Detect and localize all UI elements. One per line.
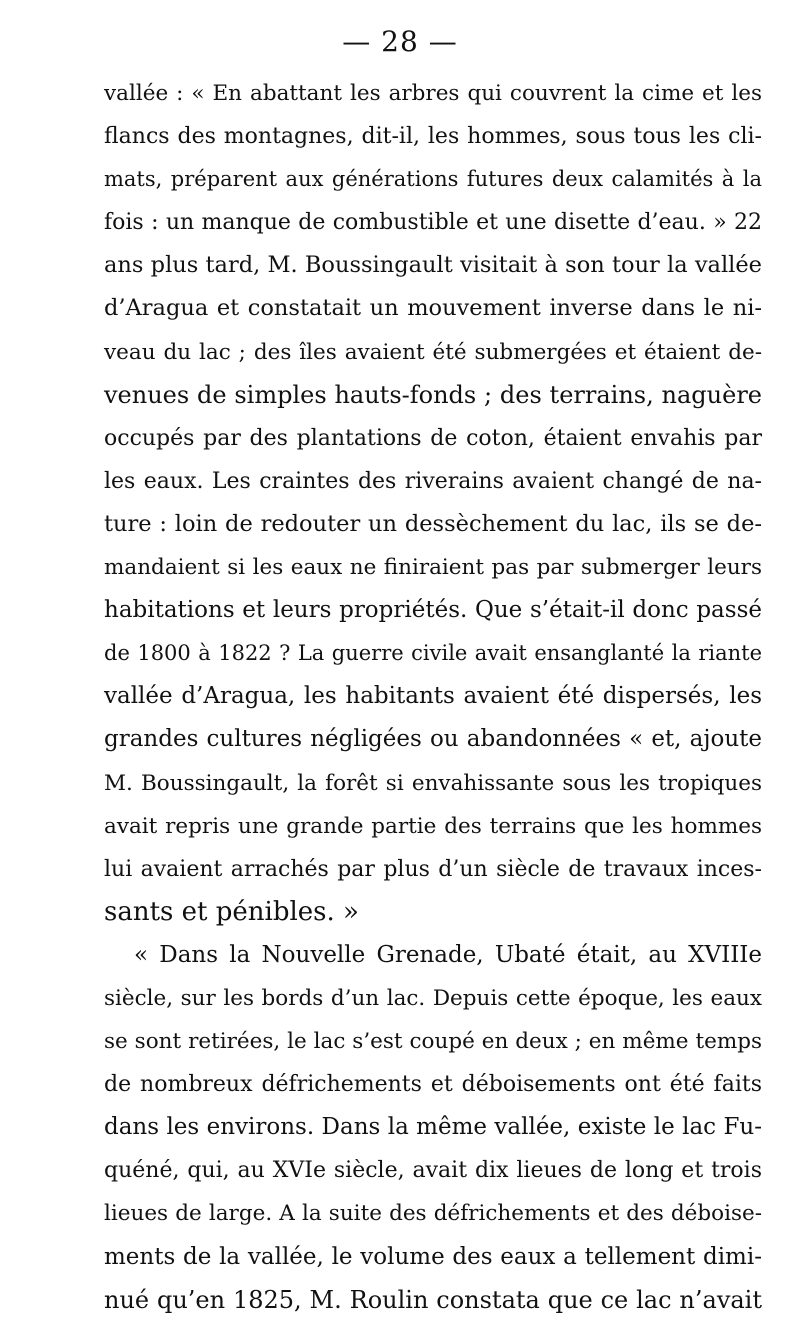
body-text xyxy=(104,72,762,1322)
text-line: flancs des montagnes, dit-il, les hommes, sous tous les cli- xyxy=(104,124,762,150)
text-line: de nombreux défrichements et déboisements ont été faits xyxy=(104,1072,762,1098)
text-line: venues de simples hauts-fonds ; des terrains, naguère xyxy=(104,380,762,409)
text-line: mats, préparent aux générations futures deux calamités à la xyxy=(104,167,762,192)
text-line: habitations et leurs propriétés. Que s’était-il donc passé xyxy=(104,597,762,624)
text-line: ture : loin de redouter un dessèchement du lac, ils se de- xyxy=(104,510,762,537)
text-line: grandes cultures négligées ou abandonnées « et, ajoute xyxy=(104,726,762,753)
paragraph-start-line: « Dans la Nouvelle Grenade, Ubaté était, au XVIIIe xyxy=(134,941,762,968)
text-line: lieues de large. A la suite des défrichements et des déboise- xyxy=(104,1201,762,1227)
text-line: M. Boussingault, la forêt si envahissante sous les tropiques xyxy=(104,770,762,796)
text-line: nué qu’en 1825, M. Roulin constata que ce lac n’avait xyxy=(104,1285,762,1314)
text-line: avait repris une grande partie des terrains que les hommes xyxy=(104,813,762,839)
text-line: quéné, qui, au XVIe siècle, avait dix lieues de long et trois xyxy=(104,1158,762,1184)
text-line: vallée : « En abattant les arbres qui couvrent la cime et les xyxy=(104,81,762,106)
text-line: veau du lac ; des îles avaient été submergées et étaient de- xyxy=(104,339,762,365)
text-line: ans plus tard, M. Boussingault visitait à son tour la vallée xyxy=(104,252,762,279)
text-line: vallée d’Aragua, les habitants avaient été dispersés, les xyxy=(104,683,762,710)
text-line: fois : un manque de combustible et une disette d’eau. » 22 xyxy=(104,210,762,236)
page-number: — 28 — xyxy=(342,25,458,58)
paragraph-end-line: sants et pénibles. » xyxy=(104,896,359,927)
text-line: ments de la vallée, le volume des eaux a tellement dimi- xyxy=(104,1243,762,1270)
text-line: lui avaient arrachés par plus d’un siècle de travaux inces- xyxy=(104,856,762,882)
text-line: d’Aragua et constatait un mouvement inverse dans le ni- xyxy=(104,295,762,322)
text-line: de 1800 à 1822 ? La guerre civile avait ensanglanté la riante xyxy=(104,641,762,666)
text-line: se sont retirées, le lac s’est coupé en deux ; en même temps xyxy=(104,1029,762,1055)
text-line: mandaient si les eaux ne finiraient pas par submerger leurs xyxy=(104,555,762,581)
text-line: les eaux. Les craintes des riverains avaient changé de na- xyxy=(104,468,762,494)
text-line: occupés par des plantations de coton, étaient envahis par xyxy=(104,425,762,451)
text-line: dans les environs. Dans la même vallée, existe le lac Fu- xyxy=(104,1114,762,1141)
text-line: siècle, sur les bords d’un lac. Depuis cette époque, les eaux xyxy=(104,985,762,1011)
